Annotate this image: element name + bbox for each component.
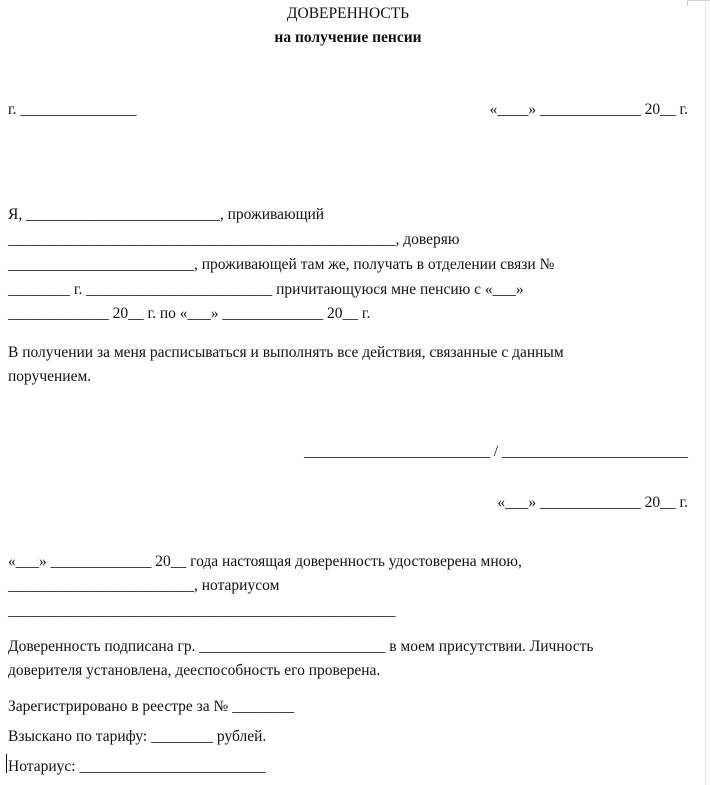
body-line-1: Я, _________________________, проживающий xyxy=(8,206,325,223)
date-field: «____» _____________ 20__ г. xyxy=(489,101,688,118)
notary-line-2: ________________________, нотариусом xyxy=(8,577,280,594)
notary-sign-line: Нотариус: ________________________ xyxy=(8,758,266,775)
notary-line-3: __________________________________________________ xyxy=(8,602,396,619)
sign-date: «___» _____________ 20__ г. xyxy=(497,494,688,511)
fee-line: Взыскано по тарифу: ________ рублей. xyxy=(8,728,267,745)
authority-line-1: В получении за меня расписываться и выполнять все действия, связанные с данным xyxy=(8,344,564,361)
notary-line-1: «___» _____________ 20__ года настоящая доверенность удостоверена мною, xyxy=(8,553,522,570)
body-line-2: __________________________________________________, доверяю xyxy=(8,231,460,248)
authority-line-2: поручением. xyxy=(8,368,92,385)
signed-line-1: Доверенность подписана гр. ________________________ в моем присутствии. Личность xyxy=(8,638,594,655)
registry-line: Зарегистрировано в реестре за № ________ xyxy=(8,698,295,715)
document-title: ДОВЕРЕННОСТЬ xyxy=(286,5,410,22)
body-line-4: ________ г. ________________________ причитающуюся мне пенсию с «___» xyxy=(8,281,524,298)
signature-line: ________________________ / ________________________ xyxy=(303,443,688,460)
page-right-margin-line xyxy=(705,0,706,785)
place-field: г. _______________ xyxy=(8,101,137,118)
text-cursor xyxy=(6,754,7,773)
body-line-5: _____________ 20__ г. по «___» _____________ 20__ г. xyxy=(8,305,371,322)
signed-line-2: доверителя установлена, дееспособность его проверена. xyxy=(8,662,381,679)
body-line-3: ________________________, проживающей там же, получать в отделении связи № xyxy=(8,256,555,273)
document-subtitle: на получение пенсии xyxy=(274,29,422,46)
